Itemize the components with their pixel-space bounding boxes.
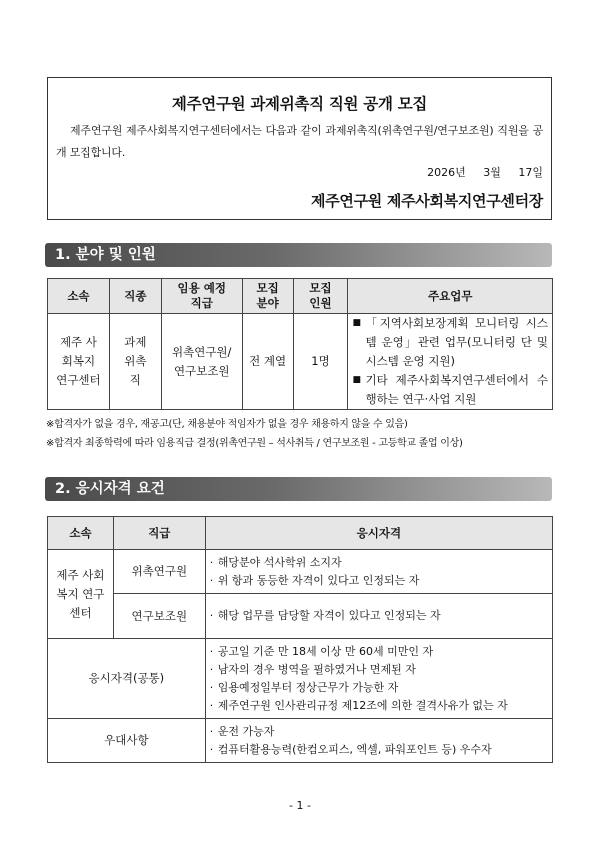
header-type: 직종 (109, 279, 161, 314)
announcement-box (47, 77, 552, 220)
cell-grade: 위촉연구원/ 연구보조원 (161, 314, 242, 410)
header-field: 모집 분야 (242, 279, 293, 314)
announcement-signer: 제주연구원 제주사회복지연구센터장 (311, 192, 543, 210)
section2-heading: 2. 응시자격 요건 (45, 477, 552, 501)
qualifications-table (47, 516, 553, 763)
note-1: ※합격자가 없을 경우, 재공고(단, 채용분야 적임자가 없을 경우 채용하지 않을 수 있음) (46, 419, 408, 430)
section1-heading: 1. 분야 및 인원 (45, 243, 552, 267)
q-cell-common-label: 응시자격(공통) (48, 639, 206, 719)
qual-item: · 해당 업무를 담당할 자격이 있다고 인정되는 자 (210, 607, 548, 625)
note-2: ※합격자 최종학력에 따라 임용직급 결정(위촉연구원 – 석사취득 / 연구보조원 - 고등학교 졸업 이상) (46, 438, 463, 449)
q-cell-researcher-qual (205, 550, 552, 594)
cell-count: 1명 (293, 314, 348, 410)
cell-field: 전 계열 (242, 314, 293, 410)
duty-item: ■ 기타 제주사회복지연구센터에서 수행하는 연구·사업 지원 (352, 371, 548, 409)
common-item: · 제주연구원 인사관리규정 제12조에 의한 결격사유가 없는 자 (210, 697, 548, 715)
q-cell-common-qual (205, 639, 552, 719)
preference-item: · 운전 가능자 (210, 723, 548, 741)
common-item: · 임용예정일부터 정상근무가 가능한 자 (210, 679, 548, 697)
q-header-qual: 응시자격 (205, 517, 552, 550)
q-header-org: 소속 (48, 517, 114, 550)
q-cell-org: 제주 사회복지 연구센터 (48, 550, 114, 639)
q-cell-preference-label: 우대사항 (48, 719, 206, 763)
cell-org: 제주 사회복지 연구센터 (48, 314, 110, 410)
announcement-intro: 제주연구원 제주사회복지연구센터에서는 다음과 같이 과제위촉직(위촉연구원/연구보조원) 직원을 공개 모집합니다. (56, 124, 543, 159)
positions-table (47, 278, 553, 410)
preference-item: · 컴퓨터활용능력(한컴오피스, 엑셀, 파워포인트 등) 우수자 (210, 741, 548, 759)
qual-item: · 위 항과 동등한 자격이 있다고 인정되는 자 (210, 572, 548, 590)
page-number: - 1 - (289, 799, 311, 812)
q-header-grade: 직급 (113, 517, 205, 550)
announcement-date: 2026년 3월 17일 (427, 166, 543, 179)
header-org: 소속 (48, 279, 110, 314)
q-cell-preference (205, 719, 552, 763)
announcement-title: 제주연구원 과제위촉직 직원 공개 모집 (171, 95, 428, 113)
q-cell-assistant-qual (205, 594, 552, 639)
cell-duties (348, 314, 553, 410)
q-cell-grade-researcher: 위촉연구원 (113, 550, 205, 594)
cell-type: 과제 위촉직 (109, 314, 161, 410)
header-grade: 임용 예정 직급 (161, 279, 242, 314)
header-count: 모집 인원 (293, 279, 348, 314)
common-item: · 남자의 경우 병역을 필하였거나 면제된 자 (210, 661, 548, 679)
header-duties: 주요업무 (348, 279, 553, 314)
qual-item: · 해당분야 석사학위 소지자 (210, 554, 548, 572)
duty-item: ■ 「지역사회보장계획 모니터링 시스템 운영」관련 업무(모니터링 단 및 시스템 운영 지원) (352, 314, 548, 371)
q-cell-grade-assistant: 연구보조원 (113, 594, 205, 639)
common-item: · 공고일 기준 만 18세 이상 만 60세 미만인 자 (210, 643, 548, 661)
